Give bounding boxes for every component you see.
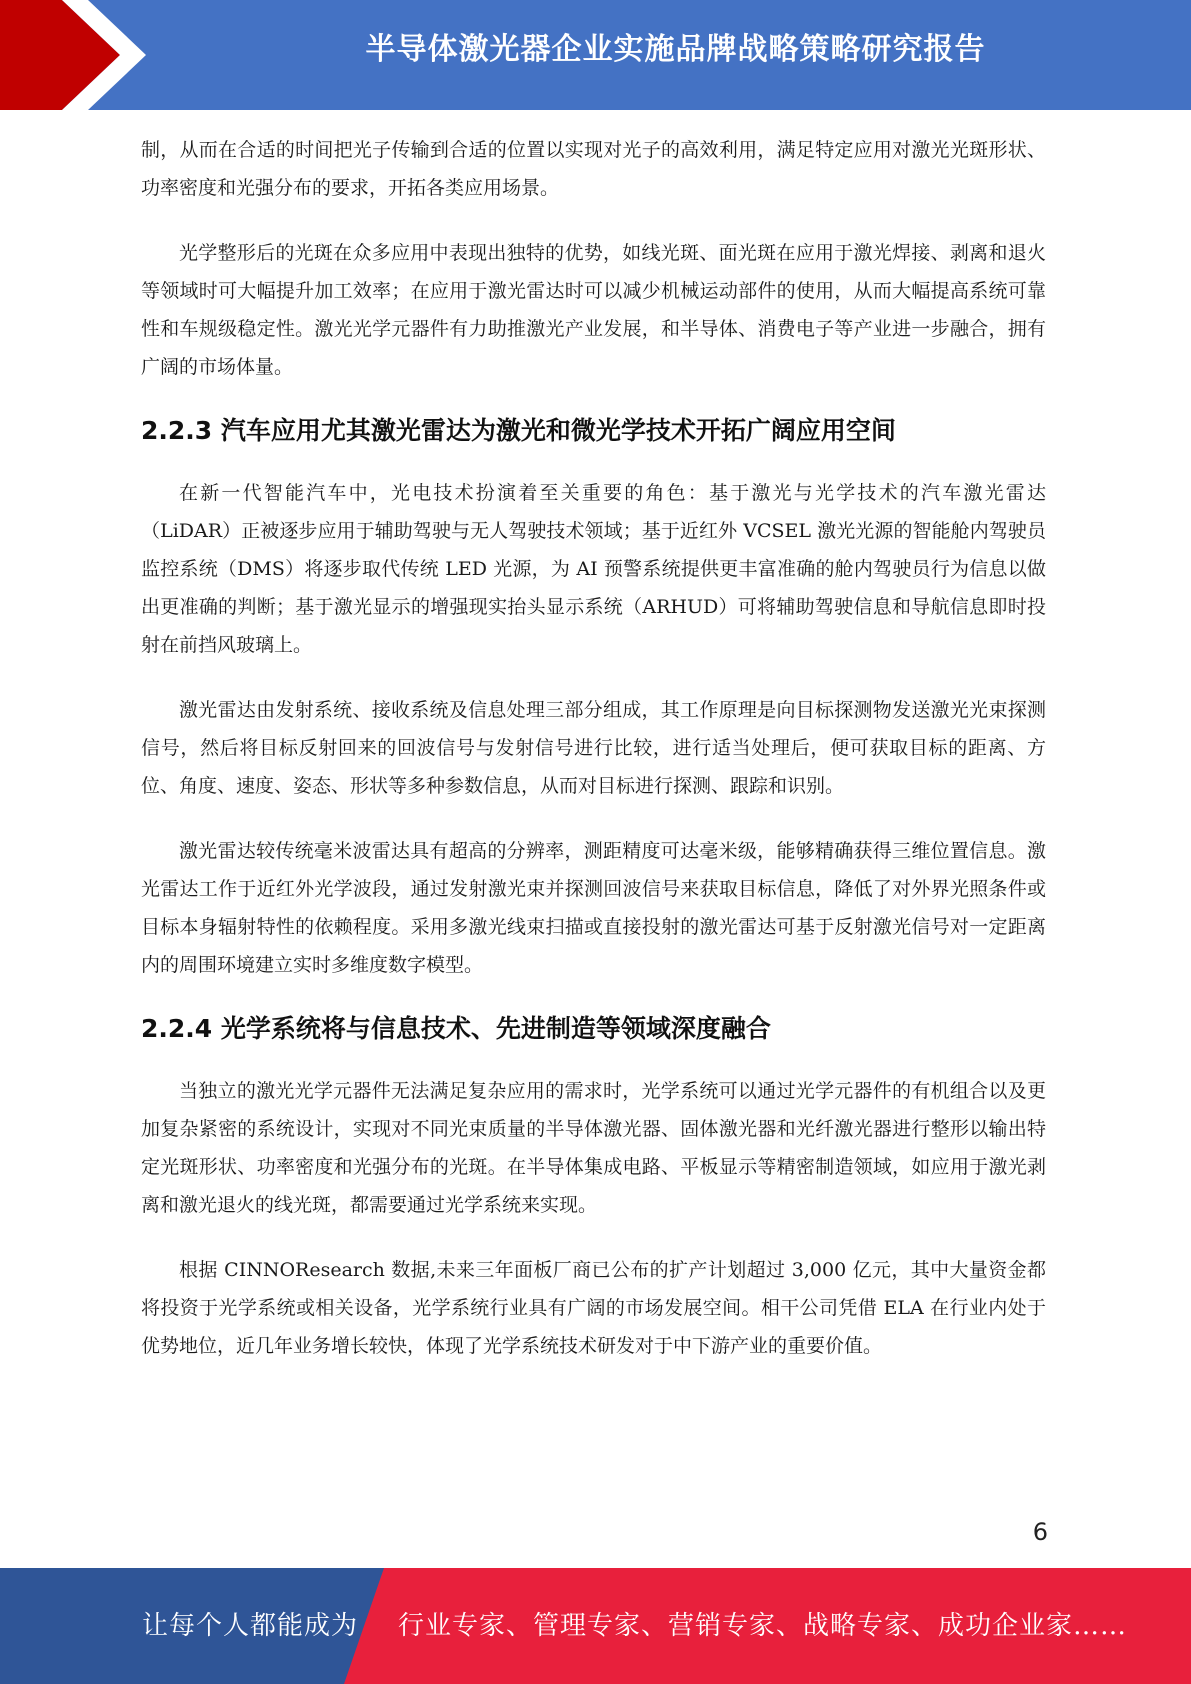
paragraph: 根据 CINNOResearch 数据,未来三年面板厂商已公布的扩产计划超过 3,000 亿元，其中大量资金都将投资于光学系统或相关设备，光学系统行业具有广阔的市场发展空间。相干公司凭借 ELA 在行业内处于优势地位，近几年业务增长较快，体现了光学系统技术研发对于中下游产业的重要价值。 — [141, 1259, 1046, 1357]
page-footer — [0, 1568, 1191, 1684]
paragraph: 激光雷达较传统毫米波雷达具有超高的分辨率，测距精度可达毫米级，能够精确获得三维位置信息。激光雷达工作于近红外光学波段，通过发射激光束并探测回波信号来获取目标信息，降低了对外界光照条件或目标本身辐射特性的依赖程度。采用多激光线束扫描或直接投射的激光雷达可基于反射激光信号对一定距离内的周围环境建立实时多维度数字模型。 — [141, 840, 1046, 976]
footer-slogan-right: 行业专家、管理专家、营销专家、战略专家、成功企业家…… — [398, 1611, 1128, 1641]
footer-slogan-left: 让每个人都能成为 — [142, 1611, 359, 1641]
page-number: 6 — [1032, 1518, 1048, 1546]
paragraph: 当独立的激光光学元器件无法满足复杂应用的需求时，光学系统可以通过光学元器件的有机组合以及更加复杂紧密的系统设计，实现对不同光束质量的半导体激光器、固体激光器和光纤激光器进行整形以输出特定光斑形状、功率密度和光强分布的光斑。在半导体集成电路、平板显示等精密制造领域，如应用于激光剥离和激光退火的线光斑，都需要通过光学系统来实现。 — [141, 1080, 1046, 1216]
chevron-logo-icon — [0, 0, 160, 110]
paragraph: 在新一代智能汽车中，光电技术扮演着至关重要的角色：基于激光与光学技术的汽车激光雷达（LiDAR）正被逐步应用于辅助驾驶与无人驾驶技术领域；基于近红外 VCSEL 激光光源的智能舱内驾驶员监控系统（DMS）将逐步取代传统 LED 光源，为 AI 预警系统提供更丰富准确的舱内驾驶员行为信息以做出更准确的判断；基于激光显示的增强现实抬头显示系统（ARHUD）可将辅助驾驶信息和导航信息即时投射在前挡风玻璃上。 — [141, 482, 1046, 656]
paragraph: 光学整形后的光斑在众多应用中表现出独特的优势，如线光斑、面光斑在应用于激光焊接、剥离和退火等领域时可大幅提升加工效率；在应用于激光雷达时可以减少机械运动部件的使用，从而大幅提高系统可靠性和车规级稳定性。激光光学元器件有力助推激光产业发展，和半导体、消费电子等产业进一步融合，拥有广阔的市场体量。 — [141, 242, 1046, 378]
page-header — [0, 0, 1191, 110]
paragraph: 激光雷达由发射系统、接收系统及信息处理三部分组成，其工作原理是向目标探测物发送激光光束探测信号，然后将目标反射回来的回波信号与发射信号进行比较，进行适当处理后，便可获取目标的距离、方位、角度、速度、姿态、形状等多种参数信息，从而对目标进行探测、跟踪和识别。 — [141, 699, 1046, 797]
document-body — [141, 131, 1046, 1392]
document-title: 半导体激光器企业实施品牌战略策略研究报告 — [365, 32, 986, 67]
section-heading-2-2-4: 2.2.4 光学系统将与信息技术、先进制造等领域深度融合 — [141, 1014, 771, 1043]
paragraph: 制，从而在合适的时间把光子传输到合适的位置以实现对光子的高效利用，满足特定应用对激光光斑形状、功率密度和光强分布的要求，开拓各类应用场景。 — [141, 139, 1046, 199]
section-heading-2-2-3: 2.2.3 汽车应用尤其激光雷达为激光和微光学技术开拓广阔应用空间 — [141, 416, 896, 445]
